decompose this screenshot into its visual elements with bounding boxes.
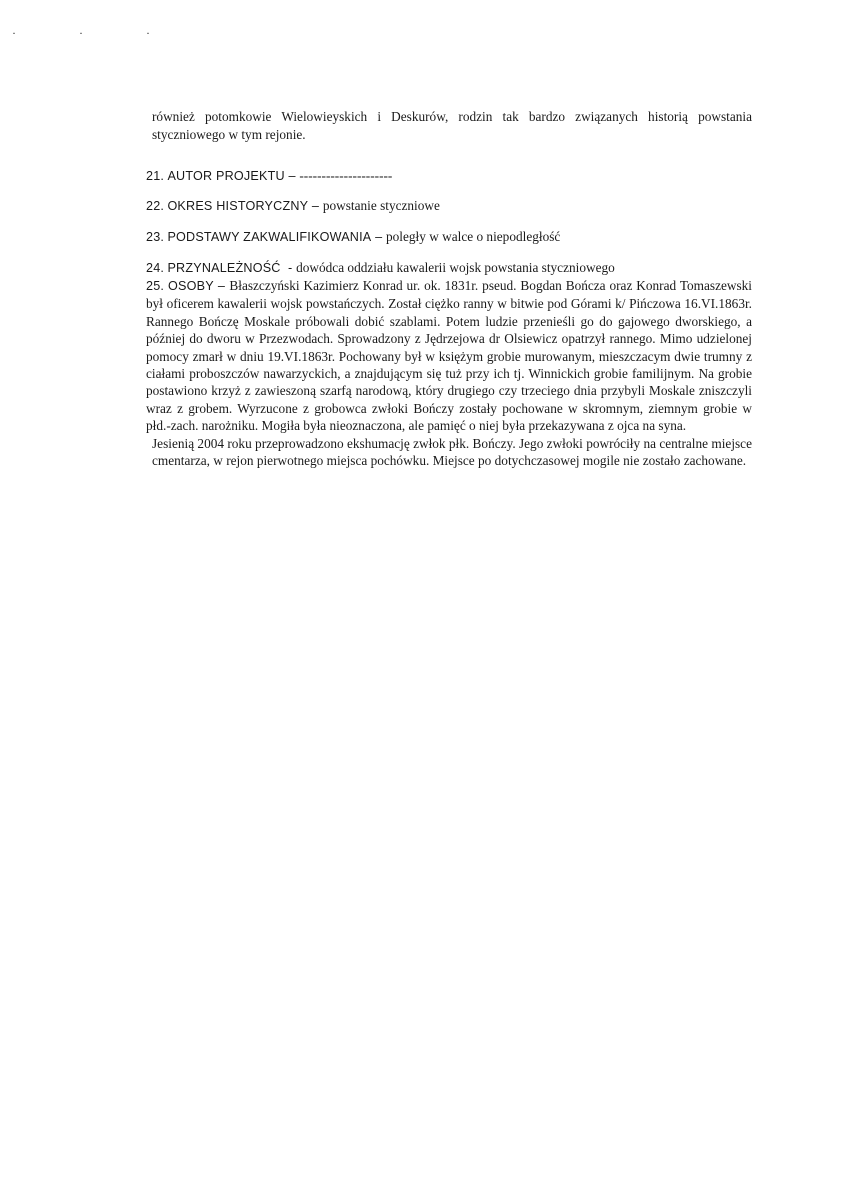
entry-value: --------------------- (299, 168, 393, 183)
entry-separator: – (371, 230, 386, 244)
entry-value: powstanie styczniowe (322, 198, 440, 213)
entry-number: 24. (146, 261, 165, 275)
entry-label: AUTOR PROJEKTU (167, 169, 285, 183)
entry-separator: – (308, 199, 323, 213)
entry-author (146, 167, 752, 185)
entry-affiliation (146, 259, 752, 277)
entry-historical-period (146, 197, 752, 215)
entry-label: OSOBY (168, 279, 214, 293)
entry-number: 23. (146, 230, 165, 244)
entry-number: 25. (146, 279, 165, 293)
scan-marks: · · · (12, 26, 180, 40)
entry-separator: – (284, 169, 300, 183)
entry-value: poległy w walce o niepodległość (386, 229, 561, 244)
entry-separator: - (280, 261, 297, 275)
entry-number: 22. (146, 199, 165, 213)
entry-label: PODSTAWY ZAKWALIFIKOWANIA (167, 230, 372, 244)
document-page (146, 108, 752, 469)
entry-label: PRZYNALEŻNOŚĆ (167, 261, 281, 275)
entry-separator: – (213, 279, 230, 293)
entry-label: OKRES HISTORYCZNY (167, 199, 309, 213)
persons-text-1: Błaszczyński Kazimierz Konrad ur. ok. 1831r. pseud. Bogdan Bończa oraz Konrad Tomaszewski był oficerem kawalerii wojsk powstańczych. Został ciężko ranny w bitwie pod Górami k/ Pińczowa 16.VI.1863r. Rannego Bończę Moskale próbowali dobić szablami. Potem ludzie przenieśli go do gajowego dworskiego, a później do dworu w Przezwodach. Sprowadzony z Jędrzejowa dr Olsiewicz opatrzył rannego. Mimo udzielonej pomocy zmarł w dniu 19.VI.1863r. Pochowany był w księżym grobie murowanym, mieszczacym dwie trumny z ciałami proboszczów nawarzyckich, a znajdującym się tuż przy ich tj. Winnickich grobie familijnym. Na grobie postawiono krzyż z zawieszoną szarfą narodową, który drugiego czy trzeciego dnia przybyli Moskale zniszczyli wraz z grobem. Wyrzucone z grobowca zwłoki Bończy zostały pochowane w skromnym, ziemnym grobie w płd.-zach. narożniku. Mogiła była nieoznaczona, ale pamięć o niej była przekazywana z ojca na syna. (146, 278, 753, 434)
entry-number: 21. (146, 169, 165, 183)
entry-persons (146, 277, 752, 469)
persons-paragraph-1 (146, 277, 752, 435)
intro-paragraph: również potomkowie Wielowieyskich i Deskurów, rodzin tak bardzo związanych historią powstania styczniowego w tym rejonie. (152, 109, 752, 142)
entry-qualification (146, 228, 752, 246)
entry-value: dowódca oddziału kawalerii wojsk powstania styczniowego (296, 260, 615, 275)
persons-paragraph-2: Jesienią 2004 roku przeprowadzono ekshumację zwłok płk. Bończy. Jego zwłoki powróciły na centralne miejsce cmentarza, w rejon pierwotnego miejsca pochówku. Miejsce po dotychczasowej mogile nie zostało zachowane. (152, 435, 752, 469)
